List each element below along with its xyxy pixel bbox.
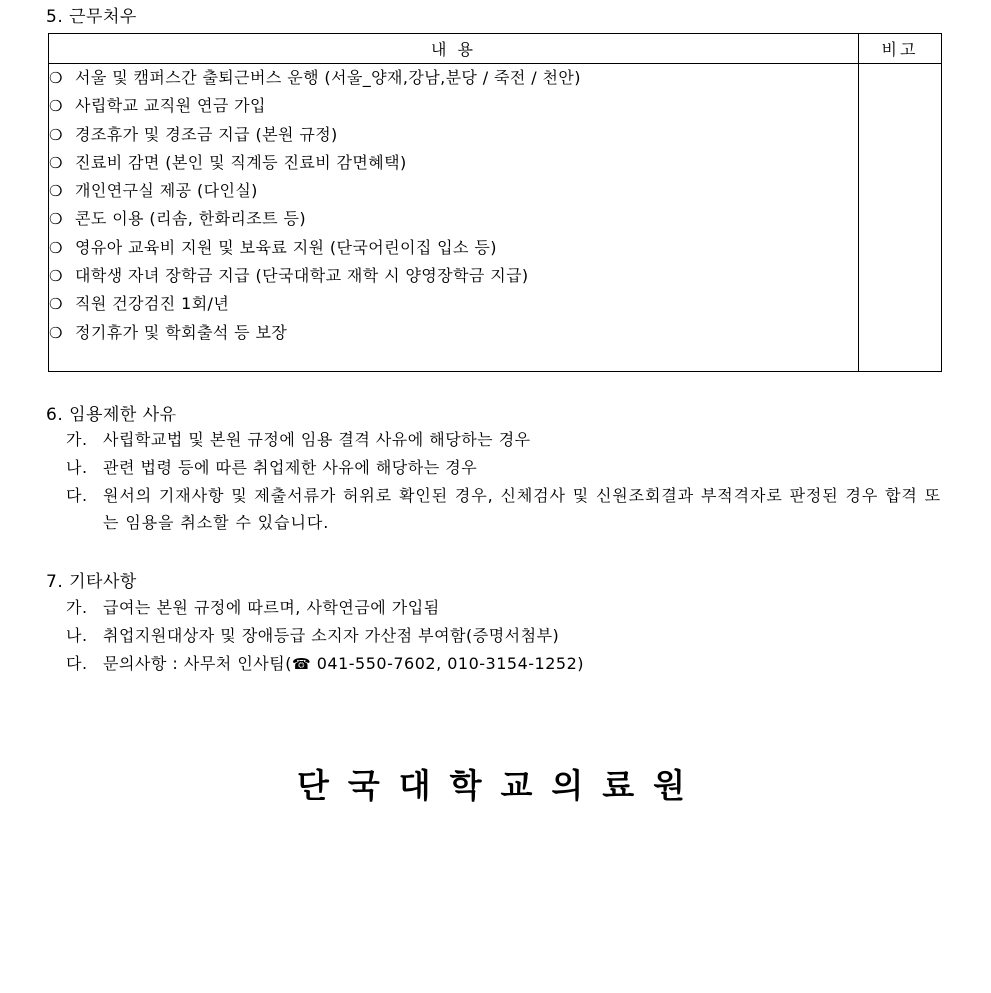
table-header-note: 비고 [859,34,942,64]
benefit-list [49,64,858,347]
misc-list [66,594,584,678]
note-cell [859,64,942,372]
benefit-item [49,319,858,347]
restriction-list [66,426,941,537]
contact-text [103,650,584,679]
bullet-icon: ❍ [49,210,63,229]
benefit-item [49,262,858,290]
benefit-item-text: 정기휴가 및 학회출석 등 보장 [75,322,288,342]
benefit-item-text: 서울 및 캠퍼스간 출퇴근버스 운행 (서울_양재,강남,분당 / 죽전 / 천안) [75,68,581,87]
list-marker: 가. [66,598,88,617]
list-item [66,454,941,482]
list-item-text: 급여는 본원 규정에 따르며, 사학연금에 가입됨 [103,598,440,617]
list-marker: 나. [66,625,88,645]
table-header-content: 내 용 [49,34,859,64]
list-item [66,650,584,679]
contact-label: 문의사항 : 사무처 인사팀( [103,653,292,673]
benefit-item-text: 대학생 자녀 장학금 지급 (단국대학교 재학 시 양영장학금 지급) [75,266,529,286]
benefit-item [49,177,858,205]
list-marker: 다. [66,653,88,673]
benefits-table [48,33,942,372]
benefit-item [49,234,858,262]
list-item-text: 관련 법령 등에 따른 취업제한 사유에 해당하는 경우 [103,457,478,477]
benefit-item [49,205,858,233]
benefit-item [49,64,858,92]
benefits-content-cell [49,64,859,372]
benefit-item-text: 사립학교 교직원 연금 가입 [75,96,266,116]
bullet-icon: ❍ [49,295,63,314]
benefit-item-text: 직원 건강검진 1회/년 [75,294,230,314]
contact-numbers: 041-550-7602, 010-3154-1252) [311,653,585,673]
bullet-icon: ❍ [49,125,63,144]
list-marker: 다. [66,485,88,505]
organization-name: 단국대학교의료원 [296,766,705,805]
benefit-item-text: 진료비 감면 (본인 및 직계등 진료비 감면혜택) [75,152,407,172]
section-6-title: 6. 임용제한 사유 [46,405,177,425]
benefit-item-text: 경조휴가 및 경조금 지급 (본원 규정) [75,124,338,144]
list-marker: 가. [66,430,88,449]
list-item [66,482,941,538]
benefit-item-text: 콘도 이용 (리솜, 한화리조트 등) [75,209,306,229]
bullet-icon: ❍ [49,182,63,201]
list-item [66,622,584,650]
bullet-icon: ❍ [49,323,63,342]
list-item-text: 사립학교법 및 본원 규정에 임용 결격 사유에 해당하는 경우 [103,430,531,449]
bullet-icon: ❍ [49,267,63,286]
list-item [66,594,584,622]
bullet-icon: ❍ [49,153,63,172]
bullet-icon: ❍ [49,238,63,257]
bullet-icon: ❍ [49,69,63,87]
telephone-icon: ☎ [291,654,312,673]
benefit-item [49,121,858,149]
benefit-item-text: 개인연구실 제공 (다인실) [75,181,258,201]
section-5-title: 5. 근무처우 [46,7,137,27]
benefit-item [49,290,858,318]
benefit-item [49,92,858,120]
bullet-icon: ❍ [49,97,63,116]
benefit-item-text: 영유아 교육비 지원 및 보육료 지원 (단국어린이집 입소 등) [75,237,497,257]
list-marker: 나. [66,457,88,477]
benefit-item [49,149,858,177]
section-7-title: 7. 기타사항 [46,572,137,592]
list-item-text: 원서의 기재사항 및 제출서류가 허위로 확인된 경우, 신체검사 및 신원조회결과 부적격자로 판정된 경우 합격 또는 임용을 취소할 수 있습니다. [103,485,941,533]
list-item-text: 취업지원대상자 및 장애등급 소지자 가산점 부여함(증명서첨부) [103,625,560,645]
list-item [66,426,941,454]
